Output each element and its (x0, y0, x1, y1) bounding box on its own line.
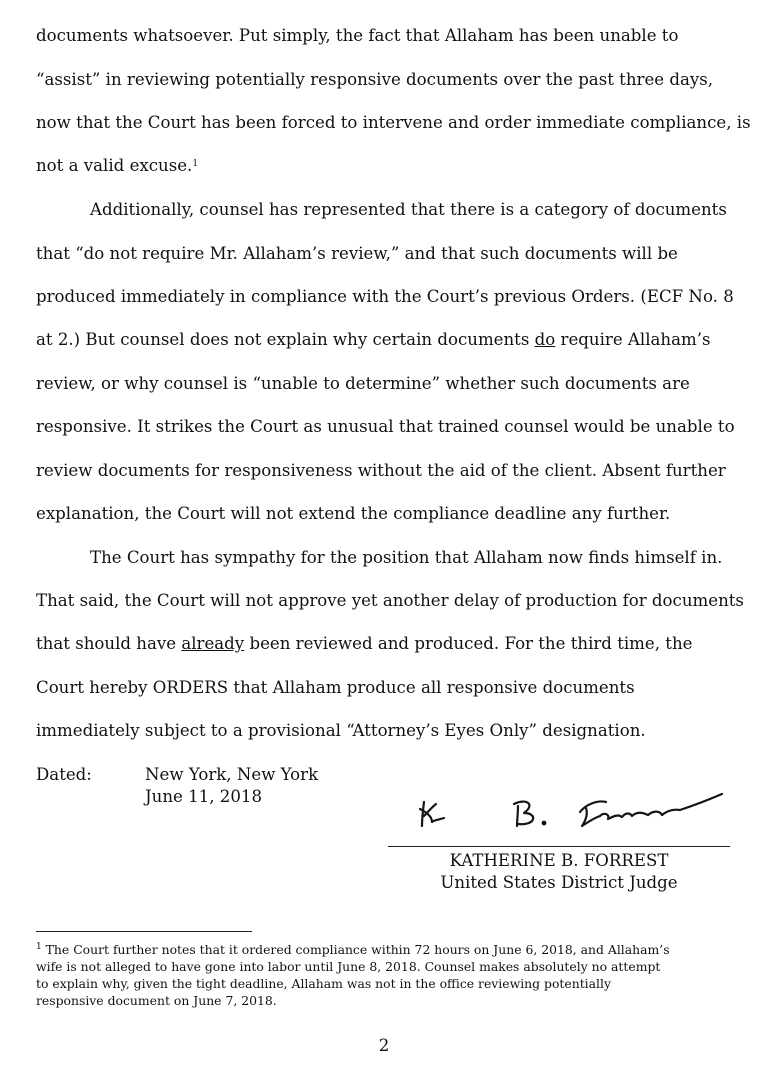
body-line: responsive. It strikes the Court as unusual that trained counsel would be unable to (36, 417, 735, 436)
body-text: that should have (36, 634, 182, 653)
body-line: documents whatsoever. Put simply, the fact that Allaham has been unable to (36, 26, 679, 45)
body-line: The Court has sympathy for the position that Allaham now finds himself in. (90, 548, 723, 567)
footnote-line (36, 942, 670, 957)
body-text: not a valid excuse. (36, 156, 193, 175)
dated-label: Dated: (36, 765, 92, 784)
footnote-text: The Court further notes that it ordered compliance within 72 hours on June 6, 2018, and Allaham’s (41, 942, 670, 957)
body-line (36, 634, 692, 654)
footnote-line: to explain why, given the tight deadline, Allaham was not in the office reviewing potentially (36, 976, 611, 991)
body-line: review documents for responsiveness without the aid of the client. Absent further (36, 461, 726, 480)
body-line: Additionally, counsel has represented that there is a category of documents (90, 200, 727, 219)
underlined-text: already (181, 634, 245, 653)
footnote-marker: 1 (36, 942, 42, 952)
footnote-line: wife is not alleged to have gone into labor until June 8, 2018. Counsel makes absolutely no attempt (36, 959, 661, 974)
signer-name: KATHERINE B. FORREST (449, 851, 669, 870)
underlined-text: do (534, 330, 556, 349)
body-line: “assist” in reviewing potentially responsive documents over the past three days, (36, 70, 714, 89)
body-text: at 2.) But counsel does not explain why certain documents (36, 330, 535, 349)
page-number: 2 (378, 1036, 390, 1055)
body-text: require Allaham’s (555, 330, 711, 349)
handwritten-signature (410, 782, 740, 842)
body-line: that “do not require Mr. Allaham’s review,” and that such documents will be (36, 244, 678, 263)
body-line: now that the Court has been forced to intervene and order immediate compliance, is (36, 113, 751, 132)
footnote-line: responsive document on June 7, 2018. (36, 993, 277, 1008)
body-line: Court hereby ORDERS that Allaham produce all responsive documents (36, 678, 635, 697)
body-line: immediately subject to a provisional “Attorney’s Eyes Only” designation. (36, 721, 646, 740)
body-line: review, or why counsel is “unable to determine” whether such documents are (36, 374, 690, 393)
dated-place: New York, New York (145, 765, 319, 784)
body-line: explanation, the Court will not extend the compliance deadline any further. (36, 504, 671, 523)
signer-title: United States District Judge (440, 873, 678, 892)
footnote-rule (36, 931, 252, 932)
body-line: produced immediately in compliance with the Court’s previous Orders. (ECF No. 8 (36, 287, 734, 306)
body-line: That said, the Court will not approve yet another delay of production for documents (36, 591, 744, 610)
body-line (36, 330, 711, 350)
body-line (36, 156, 198, 176)
body-text: been reviewed and produced. For the third time, the (244, 634, 693, 653)
signature-line (388, 846, 730, 847)
footnote-reference: 1 (192, 159, 199, 169)
dated-date: June 11, 2018 (145, 787, 263, 806)
